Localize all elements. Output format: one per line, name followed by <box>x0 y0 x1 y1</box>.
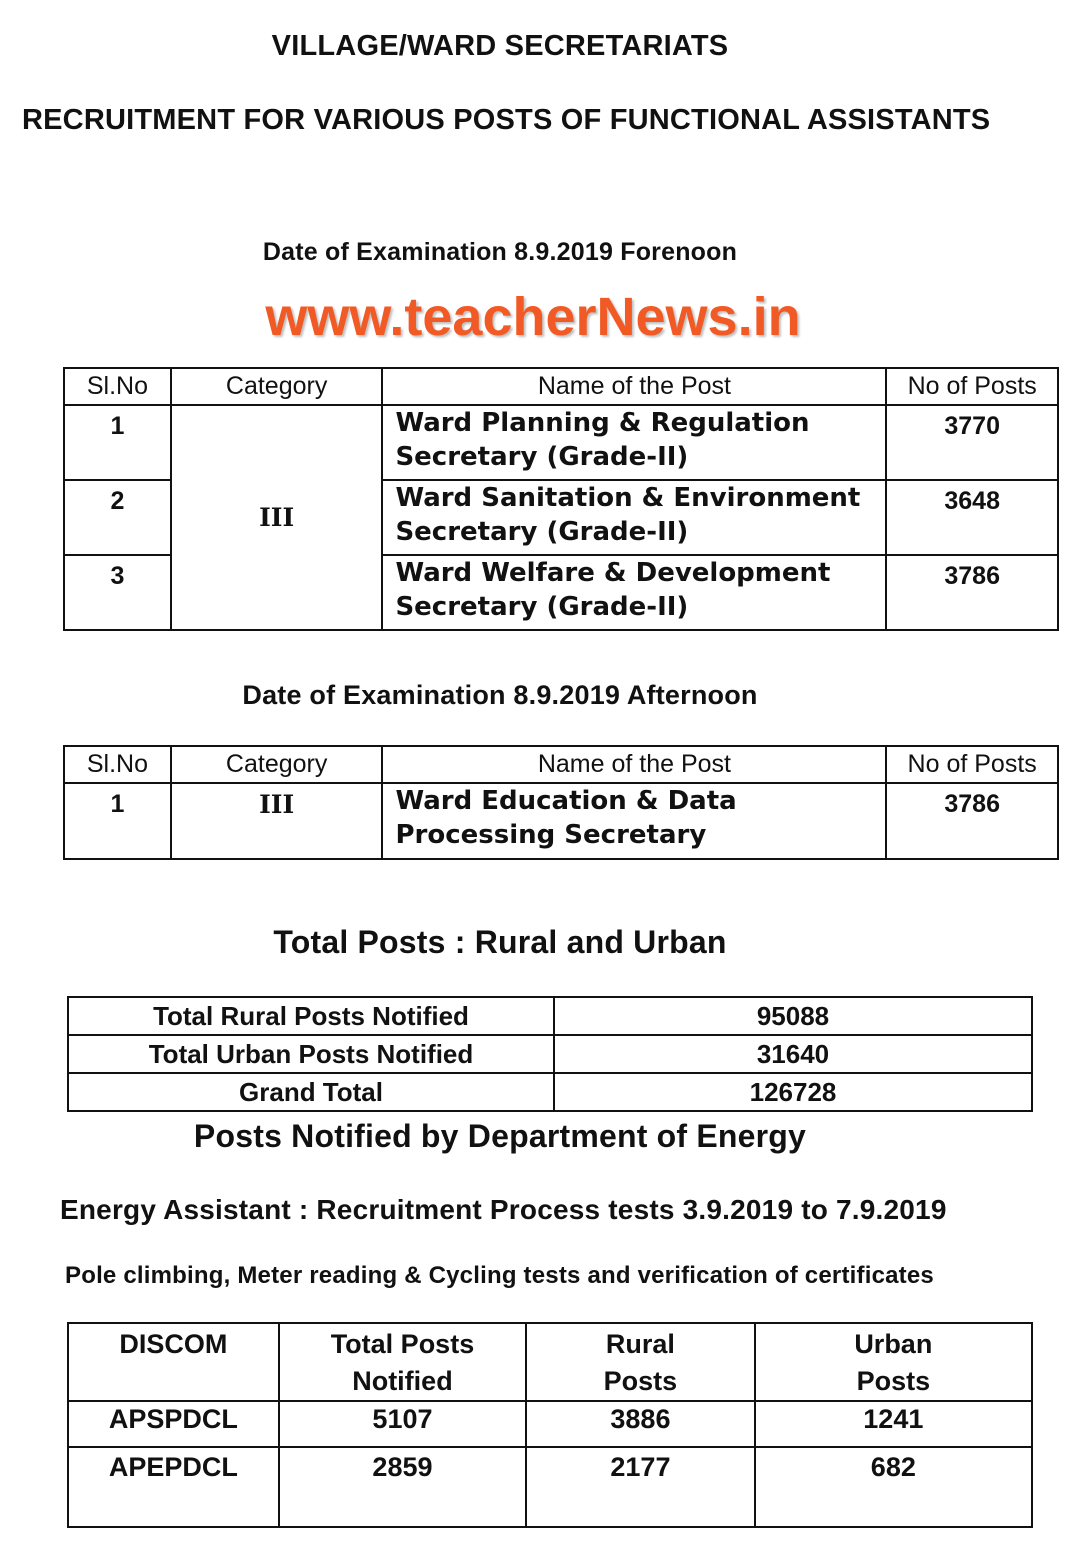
column-header-line: Posts <box>856 1366 931 1396</box>
post-name-line: Ward Welfare & Development <box>395 558 831 588</box>
post-count: 3786 <box>886 555 1058 630</box>
post-count: 3770 <box>886 405 1058 480</box>
totals-value: 31640 <box>554 1035 1032 1073</box>
energy-tests-line: Pole climbing, Meter reading & Cycling tests and verification of certificates <box>65 1262 934 1289</box>
column-header-line: Posts <box>603 1366 678 1396</box>
energy-posts-table <box>67 1322 1033 1528</box>
table-row <box>68 997 1032 1035</box>
category-cell: III <box>171 405 383 630</box>
post-count: 3648 <box>886 480 1058 555</box>
post-name-line: Processing Secretary <box>395 820 707 850</box>
afternoon-posts-table <box>63 745 1059 860</box>
post-name-line: Ward Planning & Regulation <box>395 408 810 438</box>
urban-posts: 682 <box>755 1447 1032 1527</box>
column-header: Sl.No <box>64 746 171 783</box>
table-row <box>68 1035 1032 1073</box>
forenoon-posts-table <box>63 367 1059 631</box>
totals-label: Grand Total <box>68 1073 554 1111</box>
table-row <box>64 405 1058 480</box>
post-name <box>382 555 886 630</box>
energy-heading: Posts Notified by Department of Energy <box>193 1118 807 1154</box>
totals-label: Total Rural Posts Notified <box>68 997 554 1035</box>
post-name-line: Secretary (Grade-II) <box>395 517 689 547</box>
column-header-line: Notified <box>352 1366 453 1396</box>
table-header-row <box>64 746 1058 783</box>
totals-value: 95088 <box>554 997 1032 1035</box>
column-header: Category <box>171 746 383 783</box>
document-subtitle: RECRUITMENT FOR VARIOUS POSTS OF FUNCTIONAL ASSISTANTS <box>22 104 991 136</box>
watermark-url: www.teacherNews.in <box>265 287 801 347</box>
serial-number: 3 <box>64 555 171 630</box>
category-cell: III <box>171 783 383 859</box>
column-header: Category <box>171 368 383 405</box>
serial-number: 1 <box>64 783 171 859</box>
serial-number: 2 <box>64 480 171 555</box>
post-name-line: Ward Education & Data <box>395 786 737 816</box>
totals-value: 126728 <box>554 1073 1032 1111</box>
column-header <box>526 1323 754 1401</box>
table-row <box>68 1073 1032 1111</box>
table-row <box>68 1447 1032 1527</box>
post-name-line: Secretary (Grade-II) <box>395 592 689 622</box>
rural-posts: 3886 <box>526 1401 754 1447</box>
urban-posts: 1241 <box>755 1401 1032 1447</box>
post-name-line: Secretary (Grade-II) <box>395 442 689 472</box>
column-header <box>755 1323 1032 1401</box>
total-posts: 2859 <box>279 1447 526 1527</box>
rural-posts: 2177 <box>526 1447 754 1527</box>
totals-label: Total Urban Posts Notified <box>68 1035 554 1073</box>
column-header: Name of the Post <box>382 746 886 783</box>
column-header: No of Posts <box>886 746 1058 783</box>
totals-heading: Total Posts : Rural and Urban <box>273 924 727 960</box>
column-header: Name of the Post <box>382 368 886 405</box>
energy-assistant-line: Energy Assistant : Recruitment Process tests 3.9.2019 to 7.9.2019 <box>60 1194 947 1225</box>
document-title: VILLAGE/WARD SECRETARIATS <box>271 30 729 62</box>
afternoon-exam-date: Date of Examination 8.9.2019 Afternoon <box>242 680 758 710</box>
column-header <box>68 1323 279 1401</box>
column-header-line: DISCOM <box>119 1329 228 1359</box>
discom-name: APEPDCL <box>68 1447 279 1527</box>
post-name <box>382 405 886 480</box>
total-posts: 5107 <box>279 1401 526 1447</box>
totals-table <box>67 996 1033 1112</box>
column-header-line: Total Posts <box>330 1329 475 1359</box>
discom-name: APSPDCL <box>68 1401 279 1447</box>
table-row <box>64 783 1058 859</box>
table-header-row <box>68 1323 1032 1401</box>
table-row <box>68 1401 1032 1447</box>
forenoon-exam-date: Date of Examination 8.9.2019 Forenoon <box>262 238 738 266</box>
table-header-row <box>64 368 1058 405</box>
column-header <box>279 1323 526 1401</box>
post-name <box>382 783 886 859</box>
column-header: Sl.No <box>64 368 171 405</box>
post-name <box>382 480 886 555</box>
column-header: No of Posts <box>886 368 1058 405</box>
column-header-line: Rural <box>605 1329 675 1359</box>
post-count: 3786 <box>886 783 1058 859</box>
serial-number: 1 <box>64 405 171 480</box>
post-name-line: Ward Sanitation & Environment <box>395 483 861 513</box>
column-header-line: Urban <box>854 1329 933 1359</box>
